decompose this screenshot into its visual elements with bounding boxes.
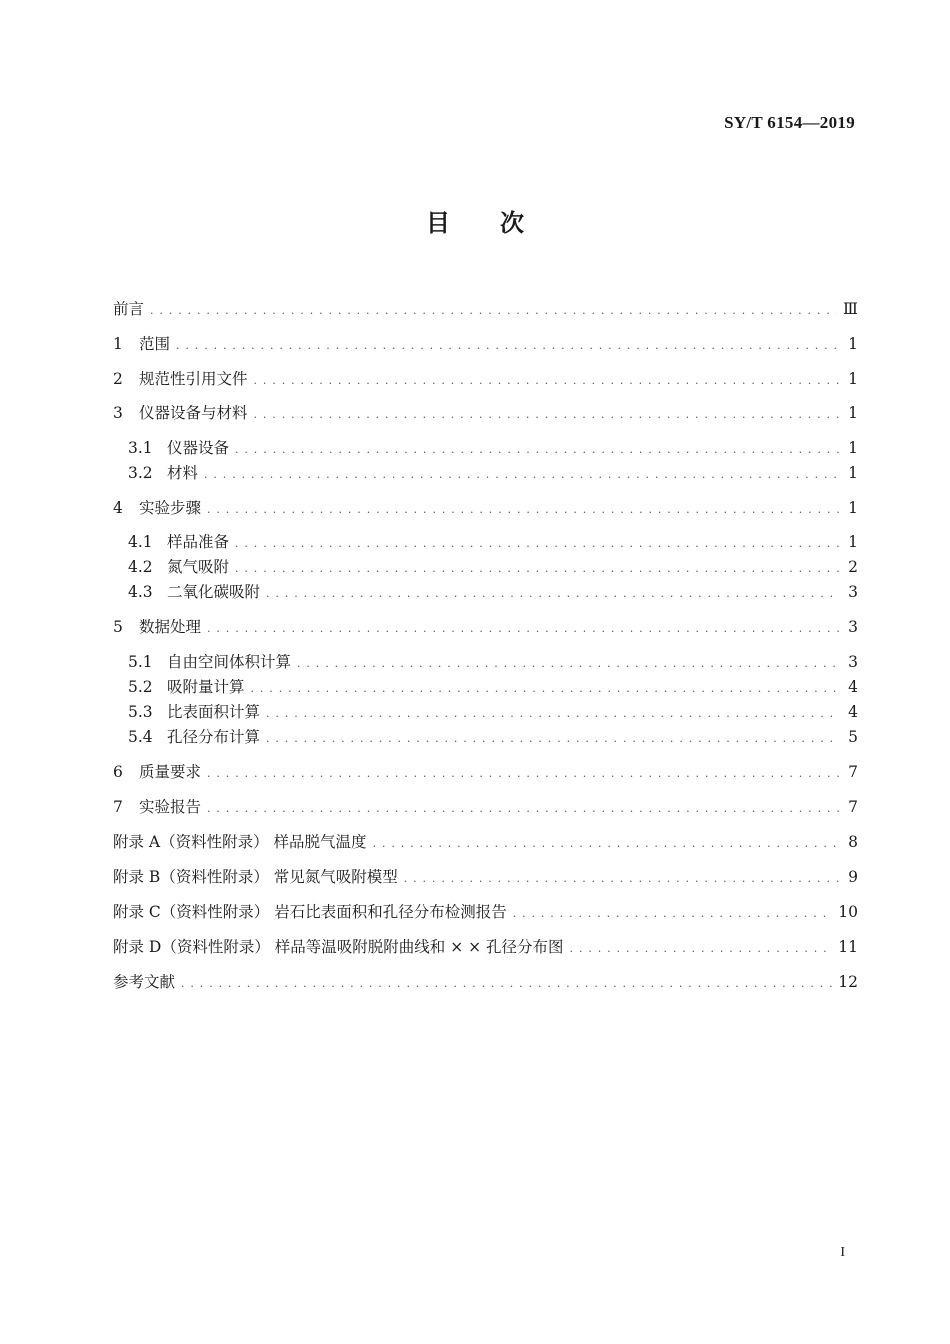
toc-entry-references[interactable] bbox=[113, 970, 858, 992]
toc-entry-3-1[interactable] bbox=[128, 436, 858, 458]
toc-entry-label: 附录 A（资料性附录） 样品脱气温度 bbox=[113, 833, 367, 851]
toc-entry-foreword[interactable] bbox=[113, 297, 858, 319]
page-number: I bbox=[840, 1245, 845, 1260]
toc-entry-label: 仪器设备与材料 bbox=[139, 404, 248, 422]
toc-leader bbox=[207, 802, 840, 815]
title-char-2: 次 bbox=[500, 209, 524, 237]
toc-leader bbox=[404, 872, 840, 885]
toc-entry-number: 2 bbox=[113, 370, 123, 388]
toc-entry-page: 7 bbox=[848, 763, 858, 781]
toc-leader bbox=[207, 503, 840, 516]
toc-entry-number: 6 bbox=[113, 763, 123, 781]
toc-entry-page: 4 bbox=[848, 678, 858, 696]
toc-leader bbox=[266, 732, 840, 745]
toc-leader bbox=[266, 587, 840, 600]
toc-leader bbox=[150, 304, 837, 317]
toc-entry-page: 7 bbox=[848, 798, 858, 816]
toc-entry-label: 规范性引用文件 bbox=[139, 370, 248, 388]
toc-entry-5-3[interactable] bbox=[128, 700, 858, 722]
toc-entry-label: 材料 bbox=[167, 464, 199, 482]
toc-entry-label: 样品准备 bbox=[167, 533, 230, 551]
toc-entry-number: 4.2 bbox=[128, 558, 153, 576]
toc-leader bbox=[235, 537, 840, 550]
toc-leader bbox=[254, 408, 840, 421]
toc-entry-number: 5.2 bbox=[128, 678, 153, 696]
toc-entry-page: 4 bbox=[848, 703, 858, 721]
toc-entry-page: 1 bbox=[848, 404, 858, 422]
toc-entry-number: 7 bbox=[113, 798, 123, 816]
toc-leader bbox=[207, 622, 840, 635]
toc-entry-page: 1 bbox=[848, 464, 858, 482]
toc-entry-page: 8 bbox=[848, 833, 858, 851]
toc-entry-label: 质量要求 bbox=[139, 763, 202, 781]
toc-entry-4-2[interactable] bbox=[128, 555, 858, 577]
toc-entry-4-1[interactable] bbox=[128, 530, 858, 552]
toc-entry-page: 2 bbox=[848, 558, 858, 576]
toc-entry-5-2[interactable] bbox=[128, 675, 858, 697]
toc-entry-label: 吸附量计算 bbox=[167, 678, 245, 696]
toc-entry-page: Ⅲ bbox=[843, 300, 858, 318]
standard-code: SY/T 6154—2019 bbox=[724, 113, 855, 132]
toc-entry-6[interactable] bbox=[113, 760, 858, 782]
toc-entry-label: 附录 C（资料性附录） 岩石比表面积和孔径分布检测报告 bbox=[113, 903, 507, 921]
toc-leader bbox=[207, 767, 840, 780]
toc-entry-page: 12 bbox=[838, 973, 858, 991]
toc-entry-number: 4.3 bbox=[128, 583, 153, 601]
toc-entry-5-4[interactable] bbox=[128, 725, 858, 747]
toc-entry-label: 仪器设备 bbox=[167, 439, 230, 457]
toc-entry-label: 实验步骤 bbox=[139, 499, 202, 517]
toc-entry-appendix-c[interactable] bbox=[113, 900, 858, 922]
toc-entry-7[interactable] bbox=[113, 795, 858, 817]
toc-entry-label: 孔径分布计算 bbox=[167, 728, 261, 746]
toc-entry-page: 3 bbox=[848, 618, 858, 636]
toc-entry-label: 自由空间体积计算 bbox=[167, 653, 292, 671]
toc-entry-4-3[interactable] bbox=[128, 580, 858, 602]
toc-entry-number: 3.2 bbox=[128, 464, 153, 482]
toc-leader bbox=[204, 468, 840, 481]
toc-entry-label: 比表面积计算 bbox=[167, 703, 261, 721]
toc-leader bbox=[266, 707, 840, 720]
toc-leader bbox=[235, 443, 840, 456]
toc-leader bbox=[181, 977, 832, 990]
toc-entry-appendix-a[interactable] bbox=[113, 830, 858, 852]
toc-entry-number: 4.1 bbox=[128, 533, 153, 551]
title-char-1: 目 bbox=[426, 209, 450, 237]
toc-entry-number: 5 bbox=[113, 618, 123, 636]
toc-entry-5-1[interactable] bbox=[128, 650, 858, 672]
toc-leader bbox=[251, 682, 840, 695]
toc-entry-label: 数据处理 bbox=[139, 618, 202, 636]
toc-entry-number: 1 bbox=[113, 335, 123, 353]
toc-entry-page: 5 bbox=[848, 728, 858, 746]
toc-entry-3[interactable] bbox=[113, 401, 858, 423]
toc-entry-page: 3 bbox=[848, 583, 858, 601]
toc-leader bbox=[176, 339, 840, 352]
toc-entry-page: 1 bbox=[848, 499, 858, 517]
toc-entry-label: 参考文献 bbox=[113, 973, 176, 991]
toc-entry-page: 10 bbox=[838, 903, 858, 921]
toc-entry-label: 范围 bbox=[139, 335, 171, 353]
toc-entry-page: 1 bbox=[848, 439, 858, 457]
toc-leader bbox=[570, 942, 833, 955]
toc-entry-page: 3 bbox=[848, 653, 858, 671]
toc-entry-appendix-d[interactable] bbox=[113, 935, 858, 957]
toc-entry-number: 5.3 bbox=[128, 703, 153, 721]
toc-entry-1[interactable] bbox=[113, 332, 858, 354]
toc-entry-4[interactable] bbox=[113, 496, 858, 518]
toc-entry-label: 附录 D（资料性附录） 样品等温吸附脱附曲线和 × × 孔径分布图 bbox=[113, 938, 564, 956]
toc-entry-number: 5.4 bbox=[128, 728, 153, 746]
toc-leader bbox=[373, 837, 840, 850]
toc-entry-page: 9 bbox=[848, 868, 858, 886]
toc-entry-page: 1 bbox=[848, 370, 858, 388]
toc-entry-label: 二氧化碳吸附 bbox=[167, 583, 261, 601]
toc-entry-2[interactable] bbox=[113, 367, 858, 389]
toc-entry-label: 附录 B（资料性附录） 常见氮气吸附模型 bbox=[113, 868, 398, 886]
toc-leader bbox=[235, 562, 840, 575]
toc-leader bbox=[297, 657, 840, 670]
toc-entry-number: 3 bbox=[113, 404, 123, 422]
toc-entry-page: 1 bbox=[848, 335, 858, 353]
toc-entry-3-2[interactable] bbox=[128, 461, 858, 483]
toc-entry-5[interactable] bbox=[113, 615, 858, 637]
toc-entry-label: 前言 bbox=[113, 300, 145, 318]
toc-entry-label: 实验报告 bbox=[139, 798, 202, 816]
toc-entry-number: 3.1 bbox=[128, 439, 153, 457]
toc-entry-appendix-b[interactable] bbox=[113, 865, 858, 887]
toc-leader bbox=[513, 907, 833, 920]
toc-entry-number: 4 bbox=[113, 499, 123, 517]
toc-entry-label: 氮气吸附 bbox=[167, 558, 230, 576]
toc-entry-number: 5.1 bbox=[128, 653, 153, 671]
page-title bbox=[0, 203, 950, 238]
toc-entry-page: 11 bbox=[838, 938, 858, 956]
toc-leader bbox=[254, 374, 840, 387]
toc-entry-page: 1 bbox=[848, 533, 858, 551]
